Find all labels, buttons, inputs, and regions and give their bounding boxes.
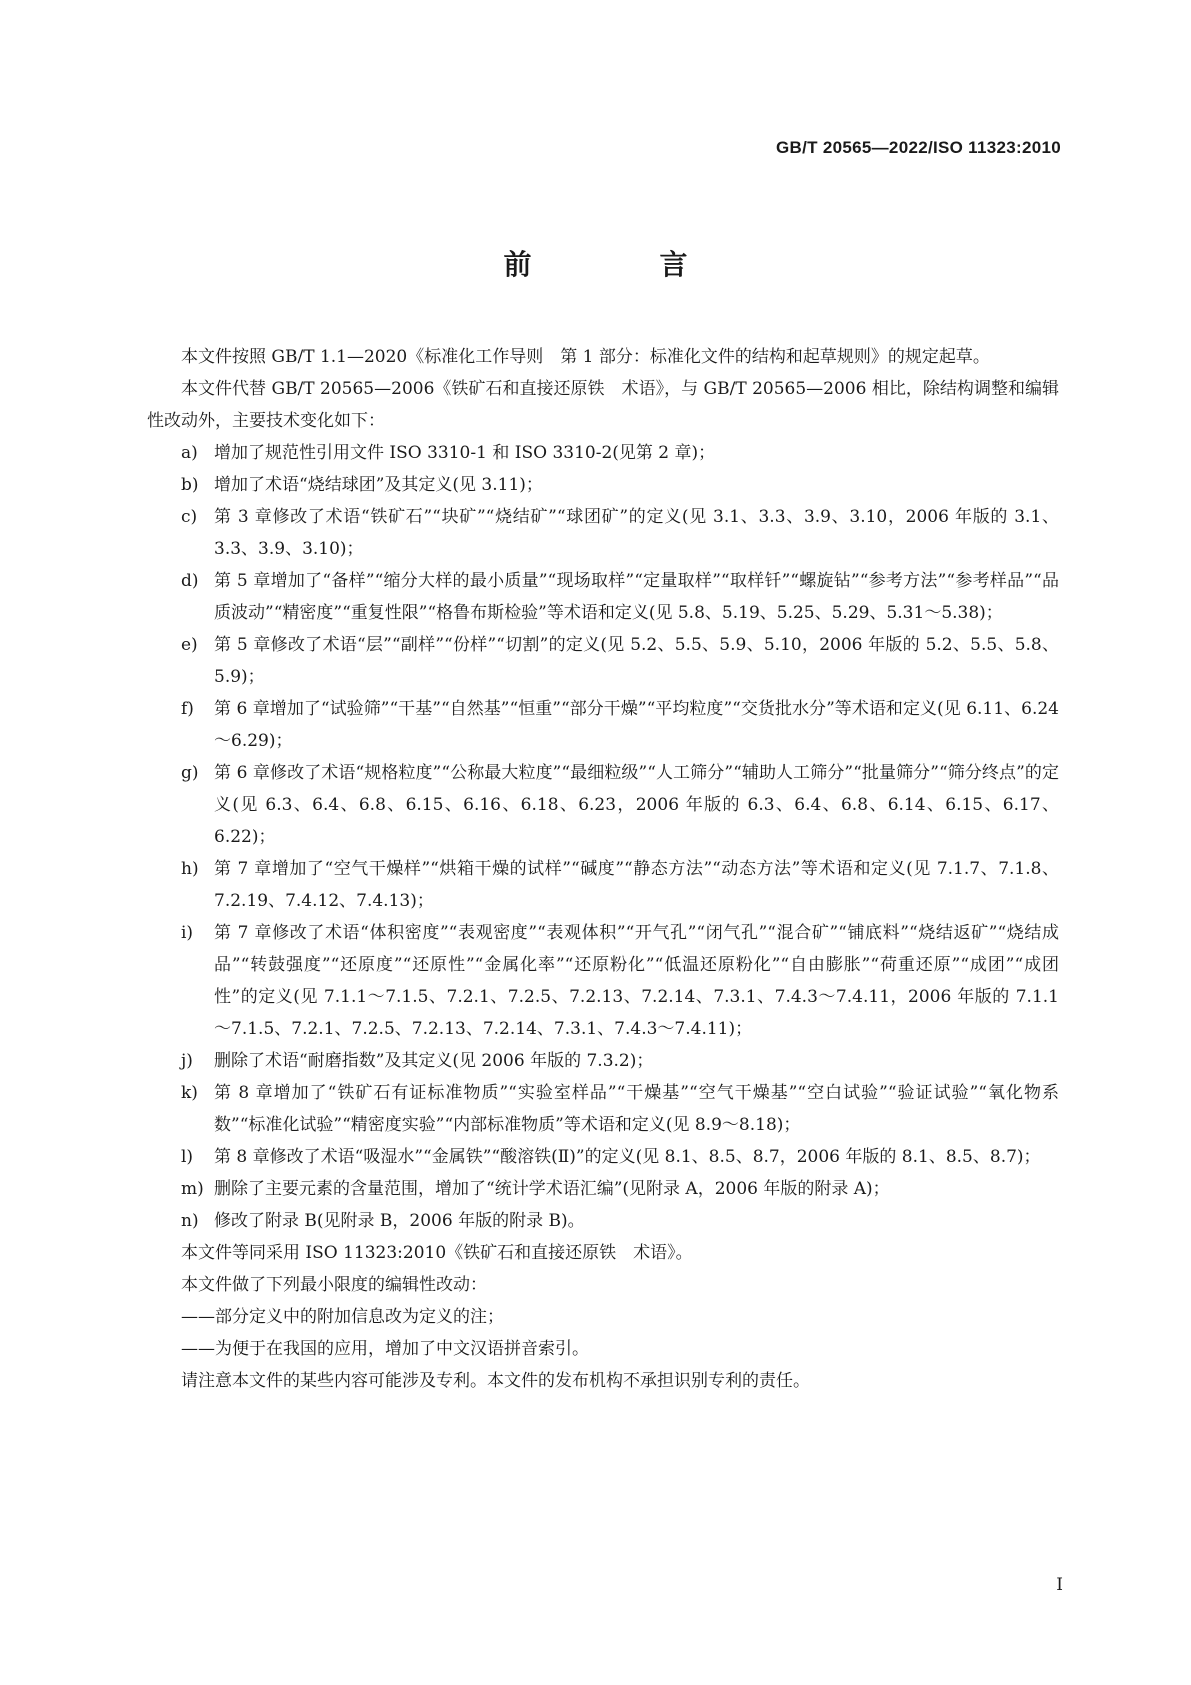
- list-item-text: 第 5 章修改了术语“层”“副样”“份样”“切割”的定义(见 5.2、5.5、5.9、5.10，2006 年版的 5.2、5.5、5.8、5.9)；: [214, 635, 1059, 687]
- list-item-text: 第 8 章修改了术语“吸湿水”“金属铁”“酸溶铁(Ⅱ)”的定义(见 8.1、8.5、8.7，2006 年版的 8.1、8.5、8.7)；: [214, 1147, 1041, 1167]
- list-item-mark: i): [181, 923, 194, 943]
- list-item-text: 第 7 章增加了“空气干燥样”“烘箱干燥的试样”“碱度”“静态方法”“动态方法”等术语和定义(见 7.1.7、7.1.8、7.2.19、7.4.12、7.4.13)；: [214, 859, 1059, 911]
- list-item: [147, 1045, 1059, 1077]
- list-item: [147, 565, 1059, 629]
- list-item: [147, 437, 1059, 469]
- list-item: [147, 501, 1059, 565]
- list-item: [147, 469, 1059, 501]
- list-item-mark: f): [181, 699, 194, 719]
- list-item-text: 第 7 章修改了术语“体积密度”“表观密度”“表观体积”“开气孔”“闭气孔”“混合矿”“铺底料”“烧结返矿”“烧结成品”“转鼓强度”“还原度”“还原性”“金属化率”“还原粉化”“低温还原粉化”“自由膨胀”“荷重还原”“成团”“成团性”的定义(见 7.1.1～7.1.5、7.2.1、7.2.5、7.2.13、7.2.14、7.3.1、7.4.3～7.4.11，2006 年版的 7.1.1～7.1.5、7.2.1、7.2.5、7.2.13、7.2.14、7.3.1、7.4.3～7.4.11)；: [214, 923, 1059, 1039]
- list-item-mark: n): [181, 1211, 199, 1231]
- dash-item-notes: ——部分定义中的附加信息改为定义的注；: [181, 1307, 504, 1327]
- list-item: [147, 1173, 1059, 1205]
- list-item-mark: c): [181, 507, 198, 527]
- list-item-text: 修改了附录 B(见附录 B，2006 年版的附录 B)。: [214, 1211, 585, 1231]
- list-item-mark: k): [181, 1083, 198, 1103]
- page-number: Ⅰ: [1056, 1575, 1063, 1595]
- list-item-text: 第 3 章修改了术语“铁矿石”“块矿”“烧结矿”“球团矿”的定义(见 3.1、3.3、3.9、3.10，2006 年版的 3.1、3.3、3.9、3.10)；: [214, 507, 1059, 559]
- paragraph-drafting-rules: 本文件按照 GB/T 1.1—2020《标准化工作导则 第 1 部分：标准化文件的结构和起草规则》的规定起草。: [181, 347, 990, 367]
- page-title: 前 言: [503, 248, 738, 281]
- paragraph-adoption: 本文件等同采用 ISO 11323:2010《铁矿石和直接还原铁 术语》。: [181, 1243, 693, 1263]
- paragraph-editorial-changes: 本文件做了下列最小限度的编辑性改动：: [181, 1275, 487, 1295]
- list-item: [147, 1141, 1059, 1173]
- list-item-text: 第 8 章增加了“铁矿石有证标准物质”“实验室样品”“干燥基”“空气干燥基”“空白试验”“验证试验”“氧化物系数”“标准化试验”“精密度实验”“内部标准物质”等术语和定义(见 8.9～8.18)；: [214, 1083, 1059, 1135]
- list-item-text: 增加了术语“烧结球团”及其定义(见 3.11)；: [214, 475, 543, 495]
- list-item-mark: j): [181, 1051, 193, 1071]
- paragraph-replacement: 本文件代替 GB/T 20565—2006《铁矿石和直接还原铁 术语》，与 GB/T 20565—2006 相比，除结构调整和编辑性改动外，主要技术变化如下：: [147, 379, 1059, 431]
- list-item-mark: l): [181, 1147, 194, 1167]
- list-item: [147, 1077, 1059, 1141]
- list-item-mark: d): [181, 571, 199, 591]
- list-item: [147, 1205, 1059, 1237]
- list-item-mark: a): [181, 443, 198, 463]
- list-item: [147, 853, 1059, 917]
- list-item: [147, 917, 1059, 1045]
- foreword-body: [147, 341, 1059, 1397]
- list-item-text: 第 5 章增加了“备样”“缩分大样的最小质量”“现场取样”“定量取样”“取样钎”“螺旋钻”“参考方法”“参考样品”“品质波动”“精密度”“重复性限”“格鲁布斯检验”等术语和定义(见 5.8、5.19、5.25、5.29、5.31～5.38)；: [214, 571, 1059, 623]
- list-item-mark: b): [181, 475, 199, 495]
- dash-item-pinyin-index: ——为便于在我国的应用，增加了中文汉语拼音索引。: [181, 1339, 589, 1359]
- paragraph-patent-notice: 请注意本文件的某些内容可能涉及专利。本文件的发布机构不承担识别专利的责任。: [181, 1371, 810, 1391]
- list-item-text: 第 6 章增加了“试验筛”“干基”“自然基”“恒重”“部分干燥”“平均粒度”“交货批水分”等术语和定义(见 6.11、6.24～6.29)；: [214, 699, 1059, 751]
- list-item-mark: h): [181, 859, 199, 879]
- list-item-text: 删除了主要元素的含量范围，增加了“统计学术语汇编”(见附录 A，2006 年版的附录 A)；: [214, 1179, 890, 1199]
- list-item-mark: m): [181, 1179, 204, 1199]
- list-item-text: 删除了术语“耐磨指数”及其定义(见 2006 年版的 7.3.2)；: [214, 1051, 654, 1071]
- list-item-mark: g): [181, 763, 199, 783]
- list-item-mark: e): [181, 635, 198, 655]
- list-item: [147, 757, 1059, 853]
- technical-changes-list: [147, 437, 1059, 1237]
- standard-code: GB/T 20565—2022/ISO 11323:2010: [776, 138, 1061, 157]
- list-item-text: 增加了规范性引用文件 ISO 3310-1 和 ISO 3310-2(见第 2 章)；: [214, 443, 716, 463]
- list-item: [147, 629, 1059, 693]
- list-item-text: 第 6 章修改了术语“规格粒度”“公称最大粒度”“最细粒级”“人工筛分”“辅助人工筛分”“批量筛分”“筛分终点”的定义(见 6.3、6.4、6.8、6.15、6.16、6.18、6.23，2006 年版的 6.3、6.4、6.8、6.14、6.15、6.17、6.22)；: [214, 763, 1059, 847]
- list-item: [147, 693, 1059, 757]
